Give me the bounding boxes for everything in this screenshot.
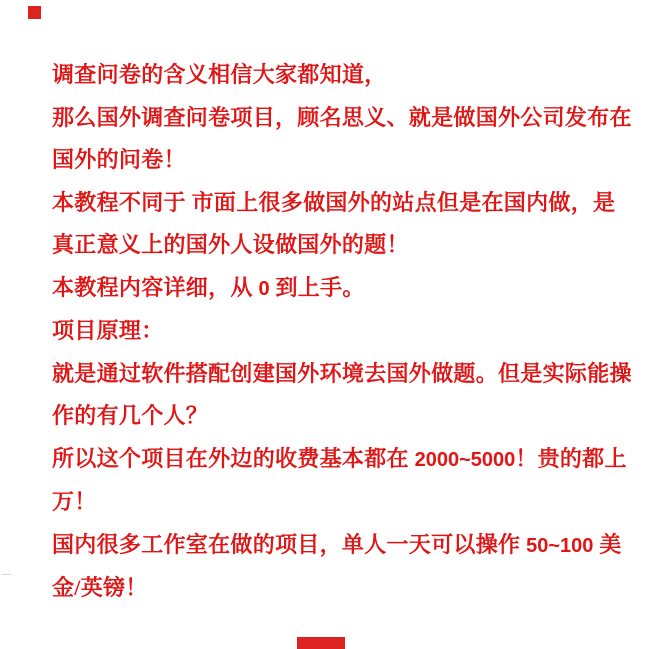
text-line [52, 438, 627, 482]
paragraph-block [52, 54, 632, 610]
cjk-run: 真正意义上的国外人设做国外的题！ [52, 232, 409, 257]
text-line [52, 353, 632, 396]
cjk-run: 国外的问卷！ [52, 147, 186, 172]
cjk-run: 本教程内容详细，从 [52, 274, 259, 300]
text-line [52, 567, 627, 610]
cjk-run: ！贵的都上 [515, 445, 627, 471]
text-line [52, 182, 627, 225]
cjk-run: 项目原理： [52, 318, 164, 343]
cjk-run: 作的有几个人？ [52, 403, 209, 428]
cjk-run: 金/英镑！ [52, 575, 148, 600]
numeric-run: 0 [258, 277, 270, 300]
cjk-run: 调查问卷的含义相信大家都知道， [52, 62, 387, 87]
text-line [52, 524, 627, 568]
cjk-run: 所以这个项目在外边的收费基本都在 [52, 445, 415, 471]
text-line [52, 481, 627, 524]
numeric-run: 50~100 [526, 534, 594, 557]
text-line [52, 54, 627, 97]
cjk-run: 到上手。 [269, 274, 365, 300]
red-stamp-top-left [28, 6, 41, 19]
text-line [52, 267, 627, 311]
red-stamp-bottom [297, 637, 345, 649]
cjk-run: 美 [593, 531, 622, 557]
cjk-run: 就是通过软件搭配创建国外环境去国外做题。但是实际能操 [52, 360, 632, 386]
cjk-run: 本教程不同于 市面上很多做国外的站点但是在国内做，是 [52, 189, 616, 215]
numeric-run: 2000~5000 [414, 448, 516, 471]
text-line [52, 97, 632, 140]
cjk-run: 国内很多工作室在做的项目，单人一天可以操作 [52, 531, 527, 557]
text-line [52, 395, 627, 438]
text-line [52, 139, 627, 182]
cjk-run: 那么国外调查问卷项目，顾名思义、就是做国外公司发布在 [52, 104, 632, 130]
text-line [52, 224, 627, 267]
cjk-run: 万！ [52, 489, 97, 514]
text-line [52, 310, 627, 353]
smudge-mark: ﹏ [2, 566, 11, 576]
